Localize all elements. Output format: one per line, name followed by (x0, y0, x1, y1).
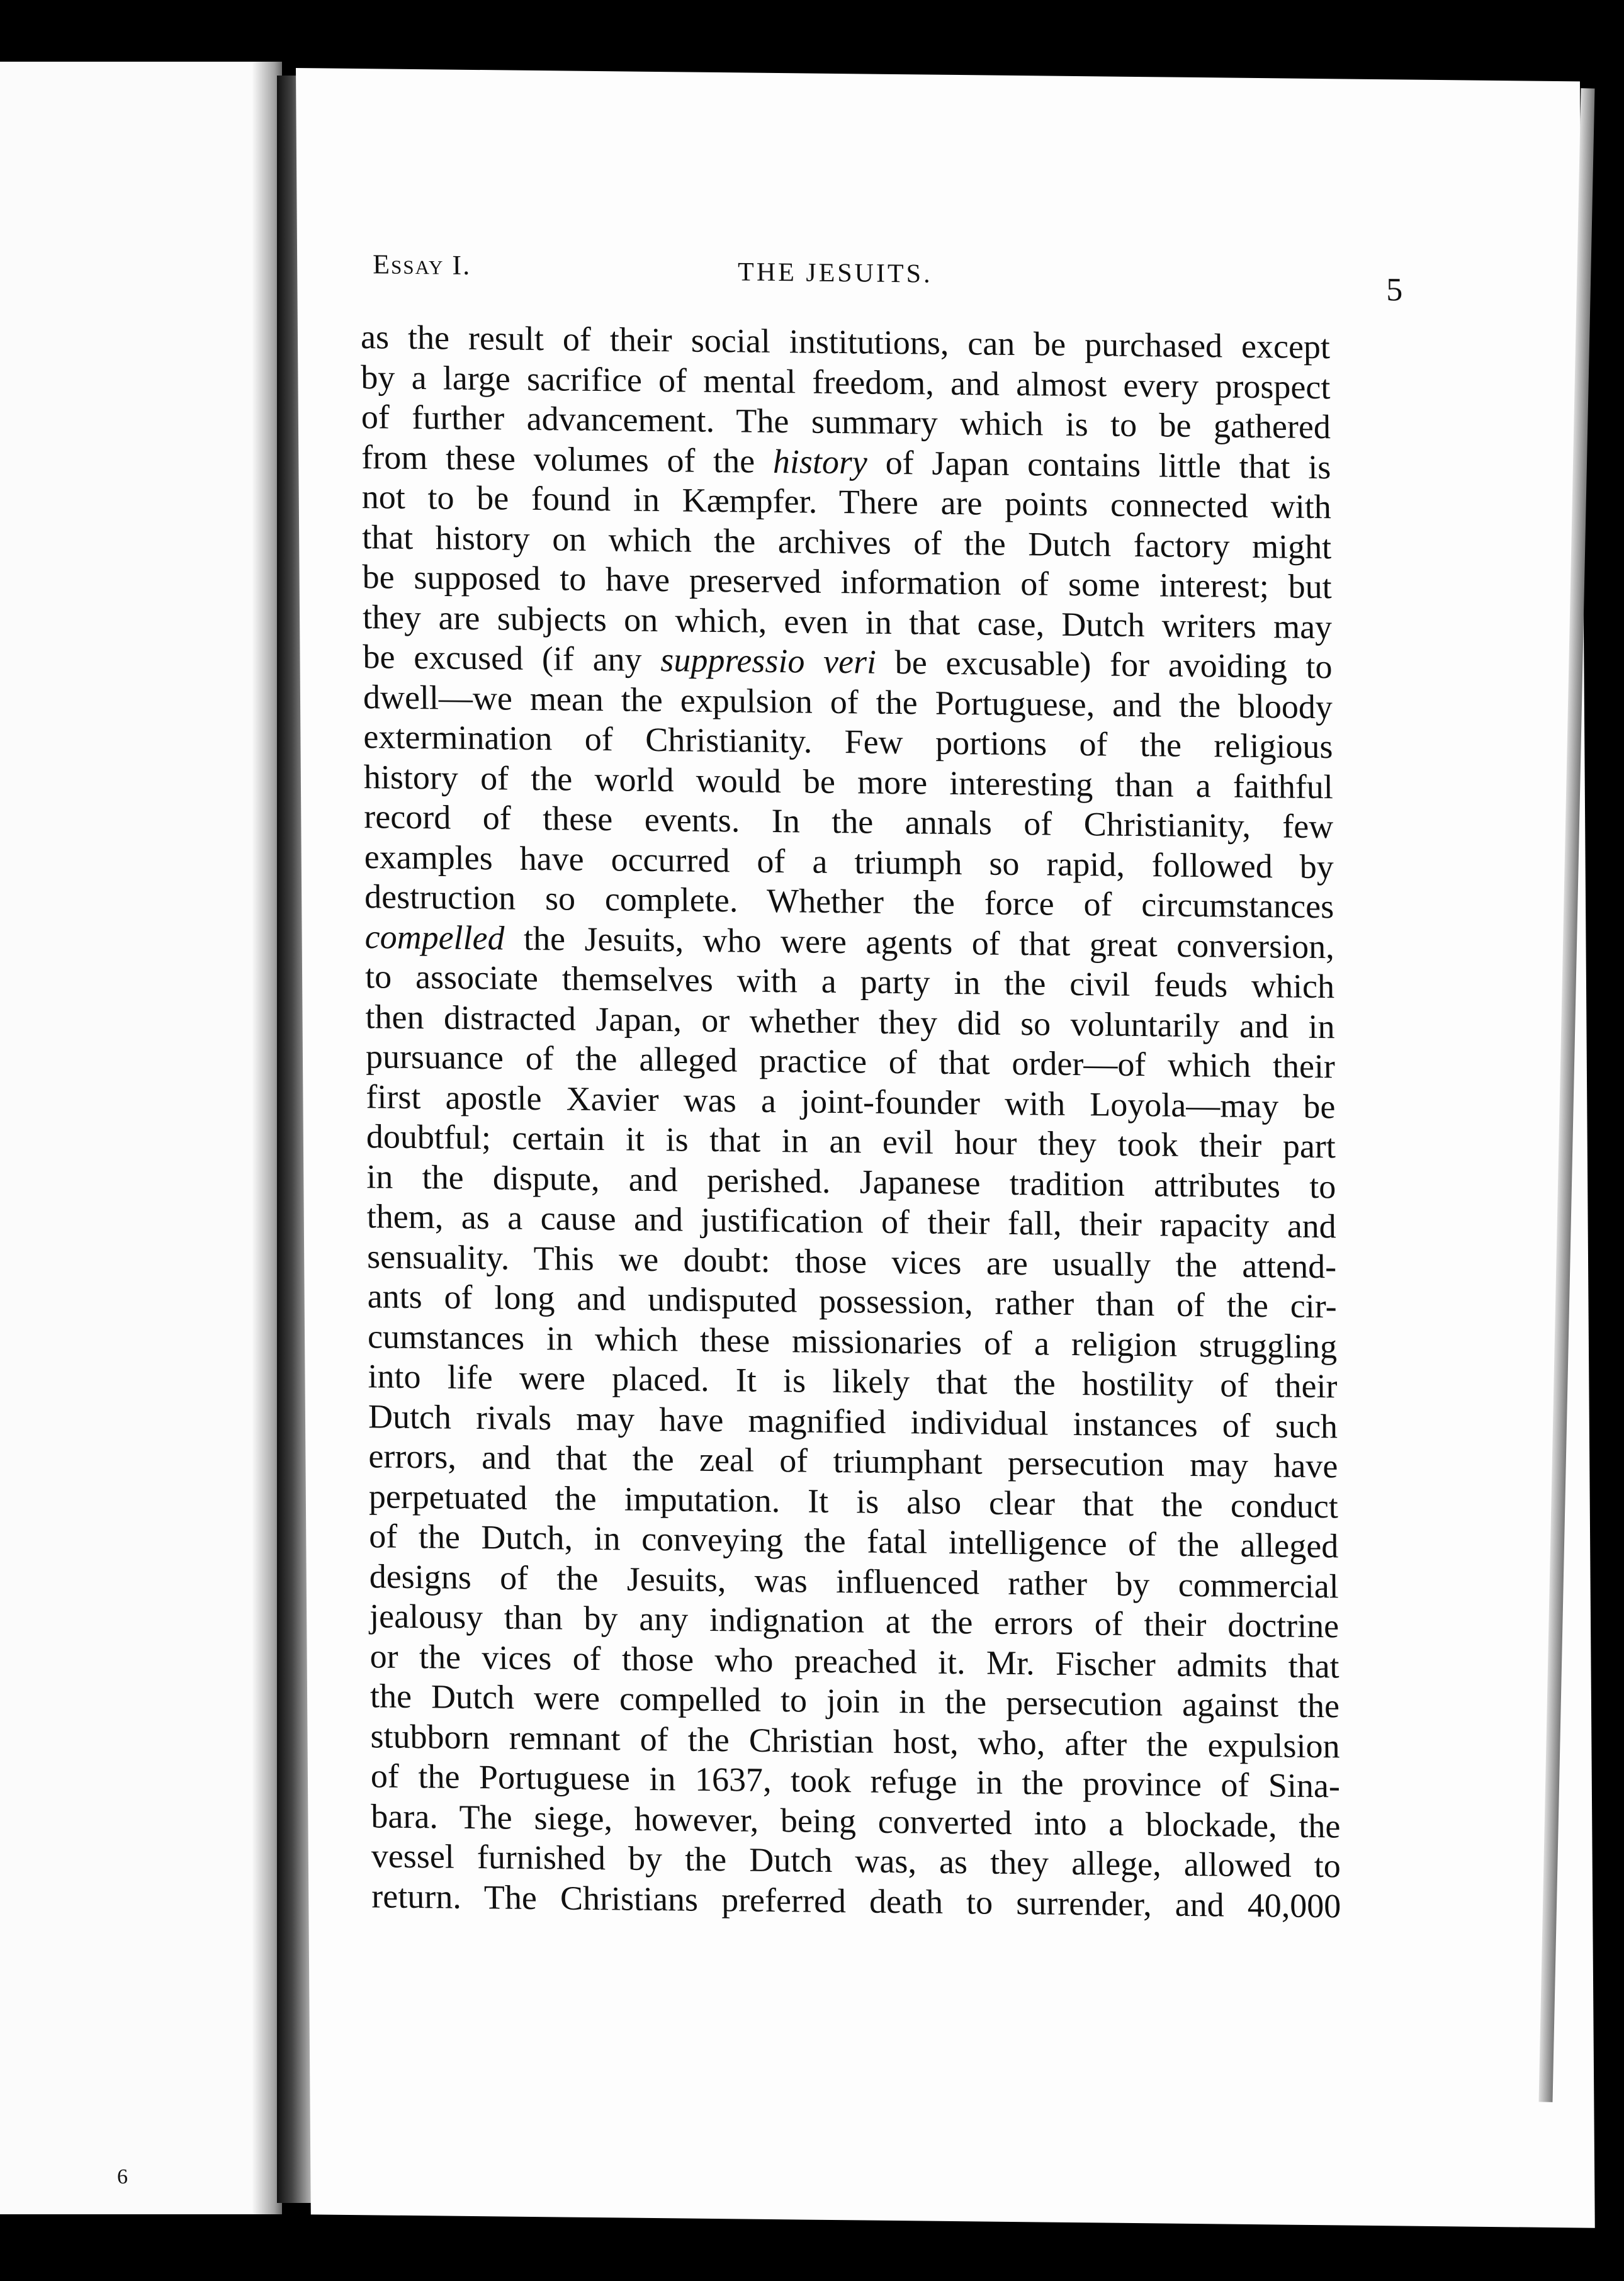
left-page (0, 62, 282, 2214)
text-line: as the result of their social institutions, can be purchased except (360, 318, 1331, 366)
text-line: in the dispute, and perished. Japanese tradition attributes to (366, 1157, 1336, 1205)
running-head (372, 248, 1405, 308)
text-line: of the Portuguese in 1637, took refuge in the province of Sina- (370, 1757, 1341, 1805)
text-line: bara. The siege, however, being converted into a blockade, the (371, 1796, 1341, 1845)
text-line: jealousy than by any indignation at the errors of their doctrine (369, 1597, 1339, 1645)
section-label: Essay I. (372, 249, 471, 281)
text-line: extermination of Christianity. Few portions of the religious (363, 718, 1333, 766)
text-line: dwell—we mean the expulsion of the Portuguese, and the bloody (363, 677, 1333, 726)
text-line: Dutch rivals may have magnified individual instances of such (368, 1397, 1338, 1445)
text-line: be excused (if any suppressio veri be excusable) for avoiding to (363, 638, 1333, 686)
text-line: they are subjects on which, even in that case, Dutch writers may (362, 597, 1333, 646)
text-line: perpetuated the imputation. It is also clear that the conduct (368, 1477, 1338, 1525)
text-line: compelled the Jesuits, who were agents of that great conversion, (364, 917, 1334, 966)
text-line: stubborn remnant of the Christian host, who, after the expulsion (370, 1716, 1340, 1765)
text-line: pursuance of the alleged practice of that order—of which their (365, 1037, 1336, 1086)
text-line: designs of the Jesuits, was influenced rather by commercial (369, 1557, 1339, 1605)
text-line: ants of long and undisputed possession, rather than of the cir- (367, 1277, 1337, 1326)
text-line: to associate themselves with a party in the civil feuds which (364, 957, 1335, 1006)
text-line: of further advancement. The summary which is to be gathered (361, 398, 1331, 446)
text-line: doubtful; certain it is that in an evil hour they took their part (366, 1117, 1336, 1166)
text-line: then distracted Japan, or whether they did so voluntarily and in (365, 997, 1335, 1045)
text-line: be supposed to have preserved information of some interest; but (362, 558, 1332, 606)
text-line: vessel furnished by the Dutch was, as they allege, allowed to (371, 1837, 1341, 1885)
text-line: errors, and that the zeal of triumphant persecution may have (368, 1437, 1338, 1485)
text-line: return. The Christians preferred death to surrender, and 40,000 (371, 1876, 1341, 1925)
text-line: into life were placed. It is likely that the hostility of their (368, 1357, 1338, 1405)
text-line: of the Dutch, in conveying the fatal intelligence of the alleged (369, 1517, 1339, 1565)
page-number: 5 (1386, 272, 1403, 308)
text-line: first apostle Xavier was a joint-founder with Loyola—may be (366, 1077, 1336, 1125)
text-line: cumstances in which these missionaries of a religion struggling (367, 1317, 1338, 1365)
text-line: or the vices of those who preached it. Mr. Fischer admits that (369, 1636, 1339, 1685)
left-page-mark: 6 (117, 2165, 128, 2188)
text-line: them, as a cause and justification of their fall, their rapacity and (366, 1197, 1336, 1246)
text-line: record of these events. In the annals of Christianity, few (364, 797, 1334, 846)
text-line: from these volumes of the history of Japan contains little that is (361, 437, 1331, 486)
text-line: that history on which the archives of the Dutch factory might (361, 517, 1332, 566)
right-page (296, 68, 1595, 2228)
text-line: the Dutch were compelled to join in the persecution against the (369, 1677, 1340, 1725)
text-line: by a large sacrifice of mental freedom, and almost every prospect (361, 358, 1331, 406)
text-line: examples have occurred of a triumph so rapid, followed by (364, 837, 1334, 886)
body-text (361, 317, 1341, 1926)
text-line: destruction so complete. Whether the force of circumstances (364, 877, 1334, 926)
chapter-title: THE JESUITS. (738, 257, 933, 289)
text-line: not to be found in Kæmpfer. There are points connected with (361, 478, 1331, 526)
text-line: history of the world would be more interesting than a faithful (363, 757, 1334, 806)
text-line: sensuality. This we doubt: those vices are usually the attend- (366, 1237, 1337, 1285)
